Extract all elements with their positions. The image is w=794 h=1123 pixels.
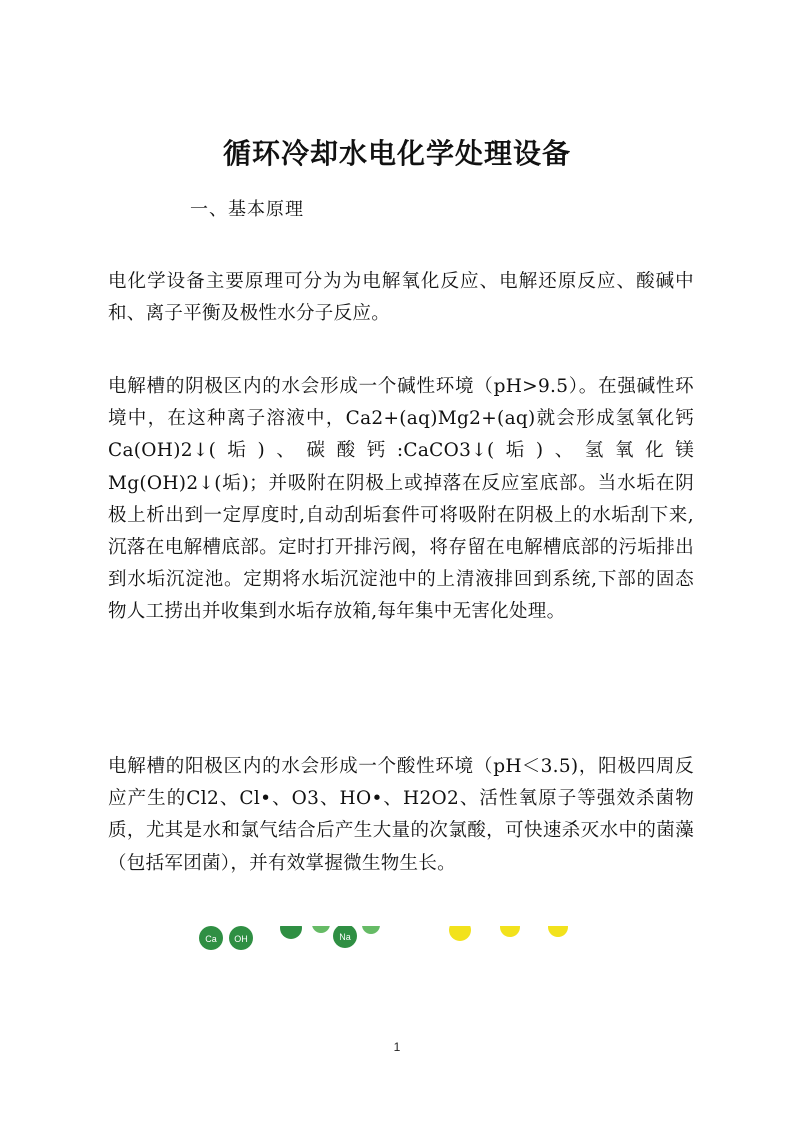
- paragraph-principles: 电化学设备主要原理可分为为电解氧化反应、电解还原反应、酸碱中和、离子平衡及极性水分子反应。: [108, 271, 694, 325]
- document-title: 循环冷却水电化学处理设备: [222, 137, 571, 170]
- page-number: 1: [393, 1040, 401, 1054]
- section-heading: 一、基本原理: [190, 199, 304, 220]
- ion-sphere: [362, 926, 380, 934]
- ion-label-na: Na: [339, 932, 351, 942]
- ion-diagram-fragment: [185, 926, 585, 960]
- ion-label-oh: OH: [234, 934, 248, 944]
- paragraph-cathode: 电解槽的阴极区内的水会形成一个碱性环境（pH>9.5）。在强碱性环境中，在这种离子溶液中，Ca2+(aq)Mg2+(aq)就会形成氢氧化钙Ca(OH)2↓(垢)、碳酸钙:CaCO3↓(垢)、氢氧化镁Mg(OH)2↓(垢)；并吸附在阴极上或掉落在反应室底部。当水垢在阴极上析出到一定厚度时,自动刮垢套件可将吸附在阴极上的水垢刮下来,沉落在电解槽底部。定时打开排污阀，将存留在电解槽底部的污垢排出到水垢沉淀池。定期将水垢沉淀池中的上清液排回到系统,下部的固态物人工捞出并收集到水垢存放箱,每年集中无害化处理。: [108, 376, 694, 623]
- ion-sphere: [312, 926, 330, 933]
- yellow-sphere: [449, 926, 471, 941]
- ion-sphere: [280, 926, 302, 939]
- yellow-sphere: [500, 926, 520, 937]
- ion-label-ca: Ca: [205, 934, 217, 944]
- yellow-sphere: [548, 926, 568, 937]
- paragraph-anode: 电解槽的阳极区内的水会形成一个酸性环境（pH＜3.5)，阳极四周反应产生的Cl2、Cl•、O3、HO•、H2O2、活性氧原子等强效杀菌物质，尤其是水和氯气结合后产生大量的次氯酸，可快速杀灭水中的菌藻（包括军团菌），并有效掌握微生物生长。: [108, 756, 694, 874]
